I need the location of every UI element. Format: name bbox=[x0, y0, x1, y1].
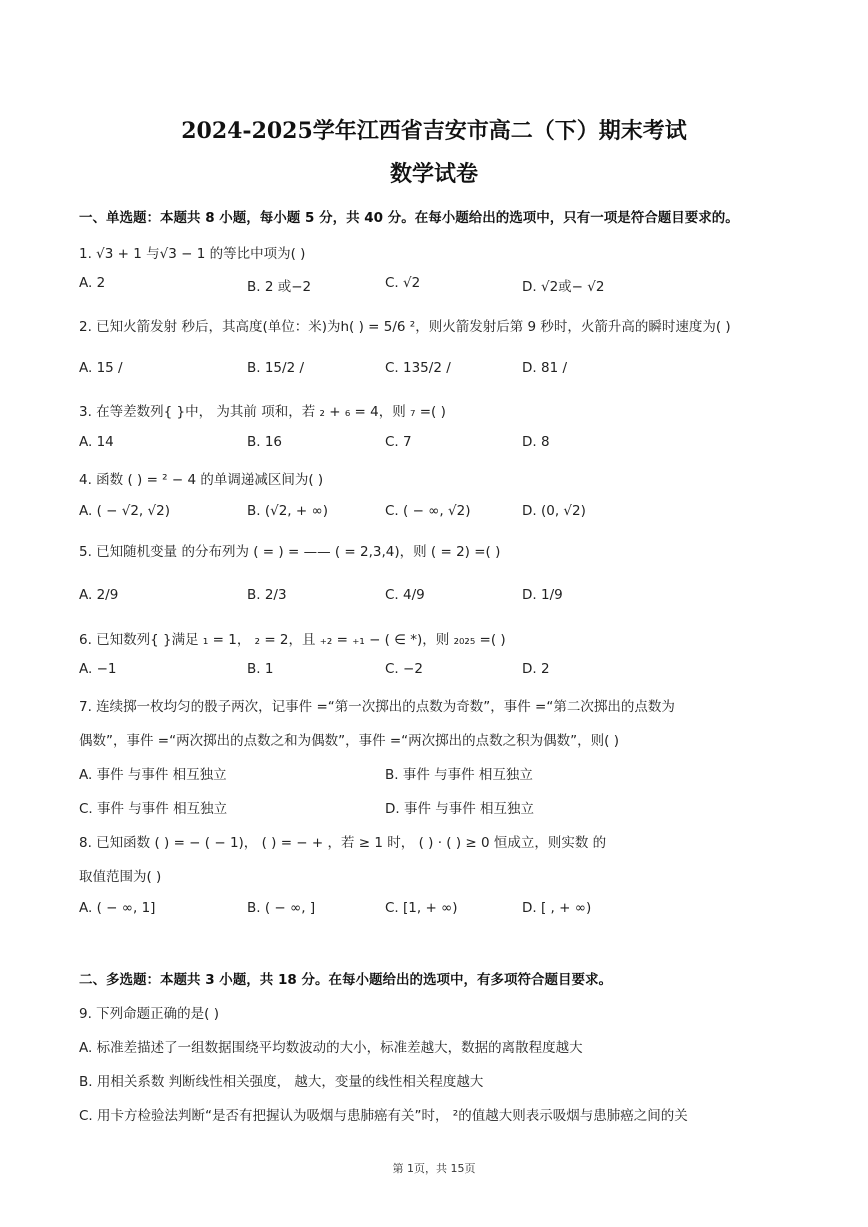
question-8-option-c: C. [1, + ∞) bbox=[385, 900, 458, 916]
question-7-option-b: B. 事件 与事件 相互独立 bbox=[385, 767, 533, 783]
question-6-option-a: A. −1 bbox=[79, 661, 117, 677]
question-9-option-b: B. 用相关系数 判断线性相关强度， 越大，变量的线性相关程度越大 bbox=[79, 1074, 484, 1090]
question-1-option-b: B. 2 或−2 bbox=[247, 279, 312, 295]
question-9-stem: 9. 下列命题正确的是( ) bbox=[79, 1006, 219, 1022]
question-5-option-d: D. 1/9 bbox=[522, 587, 563, 603]
question-2-option-d: D. 81 / bbox=[522, 360, 567, 376]
question-7-option-d: D. 事件 与事件 相互独立 bbox=[385, 801, 535, 817]
question-7-stem-line2: 偶数”，事件 =“两次掷出的点数之和为偶数”，事件 =“两次掷出的点数之积为偶数”，则( ) bbox=[79, 733, 619, 749]
question-9-option-a: A. 标准差描述了一组数据围绕平均数波动的大小，标准差越大，数据的离散程度越大 bbox=[79, 1040, 583, 1056]
question-2-option-b: B. 15/2 / bbox=[247, 360, 304, 376]
question-8-stem-line2: 取值范围为( ) bbox=[79, 869, 162, 885]
question-4-option-b: B. (√2, + ∞) bbox=[247, 503, 328, 519]
exam-title: 2024-2025学年江西省吉安市高二（下）期末考试 bbox=[181, 118, 687, 144]
question-4-option-a: A. ( − √2, √2) bbox=[79, 503, 170, 519]
question-8-option-b: B. ( − ∞, ] bbox=[247, 900, 316, 916]
question-5-option-c: C. 4/9 bbox=[385, 587, 425, 603]
section-heading-single-choice: 一、单选题：本题共 8 小题，每小题 5 分，共 40 分。在每小题给出的选项中，只有一项是符合题目要求的。 bbox=[79, 210, 739, 226]
question-3-option-d: D. 8 bbox=[522, 434, 550, 450]
exam-subtitle: 数学试卷 bbox=[389, 161, 478, 187]
question-7-option-a: A. 事件 与事件 相互独立 bbox=[79, 767, 227, 783]
question-4-option-c: C. ( − ∞, √2) bbox=[385, 503, 471, 519]
question-2-option-a: A. 15 / bbox=[79, 360, 123, 376]
question-3-option-c: C. 7 bbox=[385, 434, 412, 450]
question-1-option-d: D. √2或− √2 bbox=[522, 279, 605, 295]
question-7-option-c: C. 事件 与事件 相互独立 bbox=[79, 801, 228, 817]
question-1-option-a: A. 2 bbox=[79, 275, 106, 291]
question-3-option-b: B. 16 bbox=[247, 434, 283, 450]
page-footer: 第 1页，共 15页 bbox=[392, 1162, 476, 1175]
question-2-stem: 2. 已知火箭发射 秒后，其高度(单位：米)为h( ) = 5/6 ²，则火箭发射后第 9 秒时，火箭升高的瞬时速度为( ) bbox=[79, 319, 731, 335]
question-6-option-c: C. −2 bbox=[385, 661, 423, 677]
question-9-option-c: C. 用卡方检验法判断“是否有把握认为吸烟与患肺癌有关”时， ²的值越大则表示吸烟与患肺癌之间的关 bbox=[79, 1108, 688, 1124]
question-5-option-b: B. 2/3 bbox=[247, 587, 287, 603]
question-6-stem: 6. 已知数列{ }满足 ₁ = 1， ₂ = 2，且 ₊₂ = ₊₁ − ( ∈ *)，则 ₂₀₂₅ =( ) bbox=[79, 632, 506, 648]
question-4-option-d: D. (0, √2) bbox=[522, 503, 586, 519]
question-1-option-c: C. √2 bbox=[385, 275, 421, 291]
question-5-stem: 5. 已知随机变量 的分布列为 ( = ) = —— ( = 2,3,4)，则 ( = 2) =( ) bbox=[79, 544, 501, 560]
question-6-option-b: B. 1 bbox=[247, 661, 274, 677]
question-7-stem-line1: 7. 连续掷一枚均匀的骰子两次，记事件 =“第一次掷出的点数为奇数”，事件 =“第二次掷出的点数为 bbox=[79, 699, 675, 715]
section-heading-multiple-choice: 二、多选题：本题共 3 小题，共 18 分。在每小题给出的选项中，有多项符合题目要求。 bbox=[79, 972, 612, 988]
question-2-option-c: C. 135/2 / bbox=[385, 360, 451, 376]
question-3-option-a: A. 14 bbox=[79, 434, 114, 450]
question-6-option-d: D. 2 bbox=[522, 661, 550, 677]
question-3-stem: 3. 在等差数列{ }中， 为其前 项和，若 ₂ + ₆ = 4，则 ₇ =( ) bbox=[79, 404, 446, 420]
question-8-stem-line1: 8. 已知函数 ( ) = − ( − 1)， ( ) = − + ，若 ≥ 1 时， ( ) · ( ) ≥ 0 恒成立，则实数 的 bbox=[79, 835, 607, 851]
question-4-stem: 4. 函数 ( ) = ² − 4 的单调递减区间为( ) bbox=[79, 472, 324, 488]
question-8-option-d: D. [ , + ∞) bbox=[522, 900, 592, 916]
question-1-stem: 1. √3 + 1 与√3 − 1 的等比中项为( ) bbox=[79, 246, 306, 262]
question-5-option-a: A. 2/9 bbox=[79, 587, 119, 603]
question-8-option-a: A. ( − ∞, 1] bbox=[79, 900, 156, 916]
